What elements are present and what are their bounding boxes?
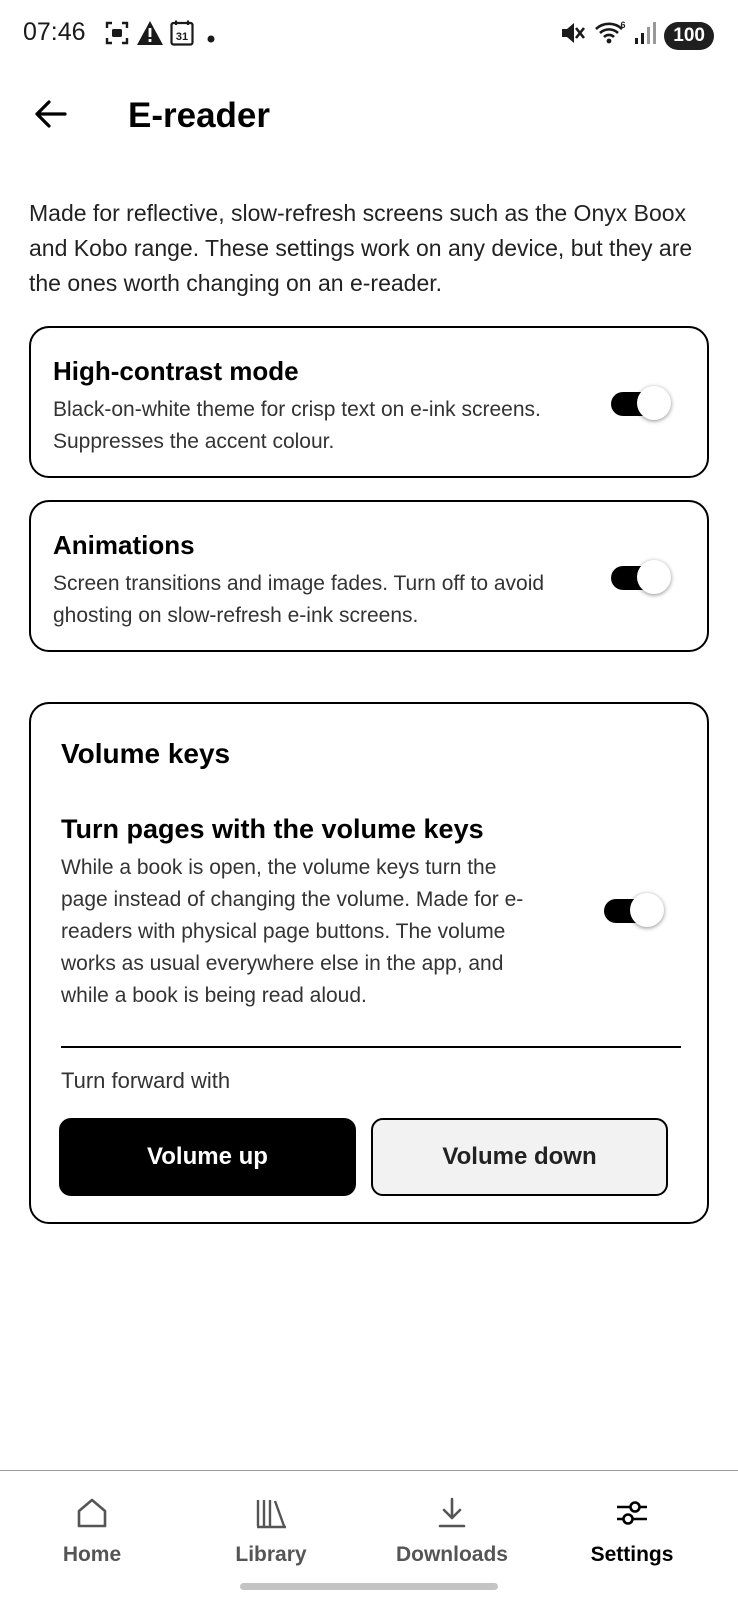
high-contrast-card[interactable]: [29, 326, 709, 478]
wifi-icon: [594, 20, 626, 51]
home-indicator[interactable]: [240, 1583, 498, 1590]
library-icon: [253, 1495, 289, 1531]
settings-sliders-icon: [614, 1495, 650, 1531]
intro-text: Made for reflective, slow-refresh screens such as the Onyx Boox and Kobo range. These settings work on any device, but they are the ones worth changing on an e-reader.: [29, 200, 693, 296]
turn-forward-label: Turn forward with: [61, 1068, 231, 1093]
mute-icon: [560, 20, 586, 51]
toggle-thumb: [637, 386, 671, 420]
back-button[interactable]: [28, 92, 72, 136]
volume-keys-card: [29, 702, 709, 1224]
nav-label-home: Home: [62, 1543, 122, 1566]
nav-label-downloads: Downloads: [395, 1543, 508, 1566]
bottom-navigation: [0, 1470, 738, 1600]
nav-item-library[interactable]: [179, 1471, 363, 1581]
volume-keys-setting-title: Turn pages with the volume keys: [61, 814, 484, 844]
toggle-thumb: [630, 893, 664, 927]
animations-toggle[interactable]: [611, 562, 669, 592]
volume-down-button[interactable]: Volume down: [371, 1118, 668, 1196]
nav-label-settings: Settings: [590, 1543, 674, 1566]
battery-indicator: 100: [664, 22, 714, 50]
high-contrast-toggle[interactable]: [611, 388, 669, 418]
nav-item-settings[interactable]: [540, 1471, 724, 1581]
download-icon: [434, 1495, 470, 1531]
toggle-thumb: [637, 560, 671, 594]
nav-item-home[interactable]: [0, 1471, 184, 1581]
high-contrast-description: Black-on-white theme for crisp text on e-ink screens. Suppresses the accent colour.: [53, 398, 541, 453]
signal-icon: [634, 21, 656, 50]
volume-keys-toggle[interactable]: [604, 895, 662, 925]
page-title: E-reader: [128, 96, 271, 135]
calendar-icon: [170, 20, 194, 51]
volume-keys-setting-description: While a book is open, the volume keys turn the page instead of changing the volume. Made for e-readers with physical page buttons. The volume works as usual everywhere else in the app, and while a book is being read aloud.: [61, 856, 524, 1007]
volume-up-button[interactable]: Volume up: [59, 1118, 356, 1196]
volume-keys-title: Volume keys: [61, 738, 231, 769]
home-icon: [74, 1495, 110, 1531]
status-time: 07:46: [23, 18, 86, 46]
status-bar: [0, 0, 738, 70]
nav-item-downloads[interactable]: [360, 1471, 544, 1581]
high-contrast-title: High-contrast mode: [53, 356, 299, 386]
animations-description: Screen transitions and image fades. Turn off to avoid ghosting on slow-refresh e-ink screens.: [53, 572, 545, 627]
status-right-cluster: [560, 20, 714, 51]
arrow-left-icon: [33, 99, 67, 129]
volume-keys-divider: [61, 1046, 681, 1048]
screenshot-icon: [104, 20, 130, 51]
svg-text:31: 31: [175, 31, 189, 43]
animations-title: Animations: [53, 530, 195, 560]
dot-icon: [207, 30, 215, 48]
svg-text:6: 6: [620, 20, 626, 30]
warning-icon: [136, 20, 164, 51]
nav-label-library: Library: [235, 1543, 307, 1566]
animations-card[interactable]: [29, 500, 709, 652]
